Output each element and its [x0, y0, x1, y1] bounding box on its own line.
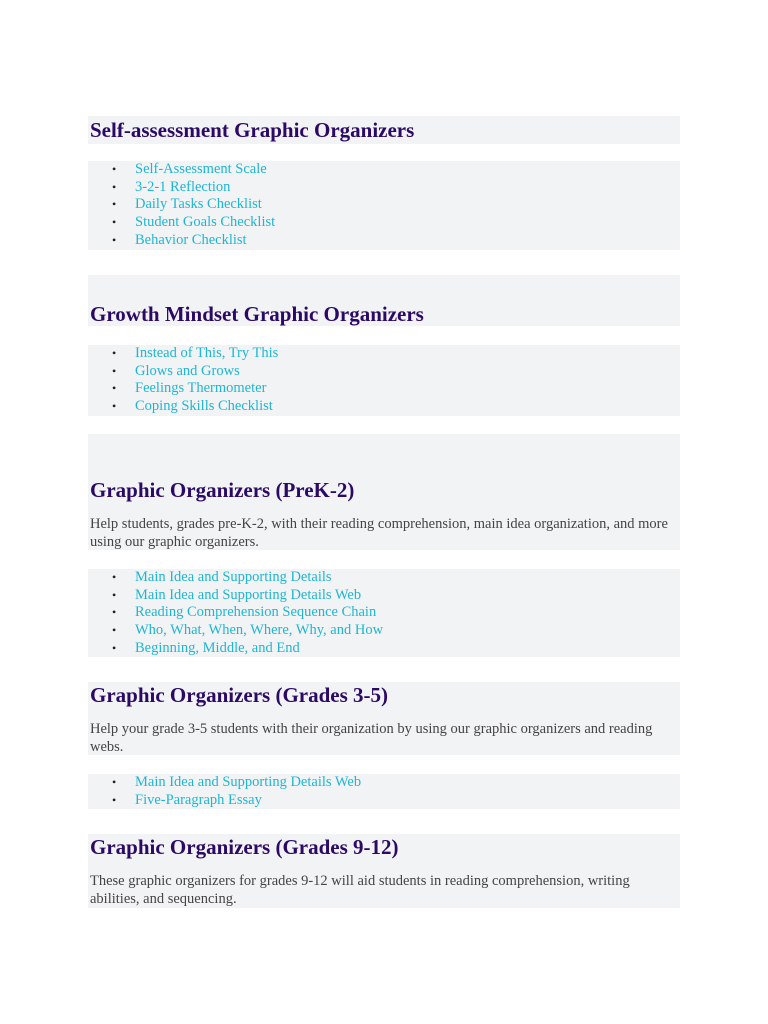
- list-item: [90, 640, 383, 658]
- list-item: [90, 380, 278, 398]
- list-item: [90, 214, 275, 232]
- link[interactable]: Student Goals Checklist: [135, 214, 276, 231]
- link[interactable]: Who, What, When, Where, Why, and How: [135, 622, 384, 639]
- section-heading: Graphic Organizers (PreK-2): [90, 478, 355, 502]
- link-list: [90, 161, 275, 250]
- link[interactable]: Main Idea and Supporting Details: [135, 569, 332, 585]
- list-item: [90, 161, 275, 179]
- list-item: [90, 774, 361, 792]
- link[interactable]: Coping Skills Checklist: [135, 398, 273, 415]
- section-description: Help students, grades pre-K-2, with their reading comprehension, main idea organization, and more using our graphic organizers.: [90, 516, 668, 550]
- link[interactable]: 3-2-1 Reflection: [135, 178, 231, 195]
- link[interactable]: Self-Assessment Scale: [135, 161, 267, 177]
- list-item: [90, 569, 383, 587]
- section-heading: Graphic Organizers (Grades 9-12): [90, 835, 399, 859]
- link[interactable]: Behavior Checklist: [135, 231, 247, 248]
- link[interactable]: Reading Comprehension Sequence Chain: [135, 604, 377, 621]
- list-item: [90, 232, 275, 250]
- section-description: These graphic organizers for grades 9-12 will aid students in reading comprehension, writing abilities, and sequencing.: [90, 873, 630, 907]
- section-description: Help your grade 3-5 students with their organization by using our graphic organizers and reading webs.: [90, 721, 653, 755]
- list-item: [90, 398, 278, 416]
- link[interactable]: Feelings Thermometer: [135, 380, 267, 397]
- link[interactable]: Glows and Grows: [135, 362, 240, 379]
- link[interactable]: Daily Tasks Checklist: [135, 196, 262, 213]
- link[interactable]: Five-Paragraph Essay: [135, 791, 262, 808]
- section-heading: Graphic Organizers (Grades 3-5): [90, 683, 389, 707]
- section-heading: Growth Mindset Graphic Organizers: [90, 302, 424, 326]
- link-list: [90, 774, 361, 809]
- list-item: [90, 792, 361, 810]
- link-list: [90, 345, 278, 416]
- list-item: [90, 587, 383, 605]
- link[interactable]: Instead of This, Try This: [135, 345, 279, 361]
- link[interactable]: Main Idea and Supporting Details Web: [135, 586, 362, 603]
- link-list: [90, 569, 383, 658]
- link[interactable]: Main Idea and Supporting Details Web: [135, 774, 362, 790]
- list-item: [90, 196, 275, 214]
- list-item: [90, 179, 275, 197]
- list-item: [90, 622, 383, 640]
- list-item: [90, 363, 278, 381]
- list-item: [90, 604, 383, 622]
- list-item: [90, 345, 278, 363]
- link[interactable]: Beginning, Middle, and End: [135, 639, 300, 656]
- section-heading: Self-assessment Graphic Organizers: [90, 118, 415, 142]
